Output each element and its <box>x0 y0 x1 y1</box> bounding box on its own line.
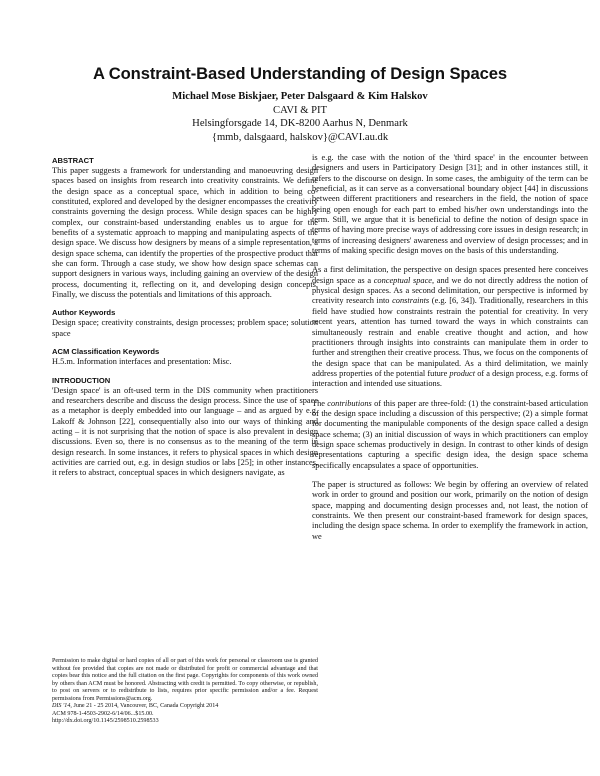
doi-link[interactable]: http://dx.doi.org/10.1145/2598510.2598533 <box>52 718 159 724</box>
emphasis-conceptual-space: conceptual space <box>373 275 432 285</box>
email: {mmb, dalsgaard, halskov}@CAVI.au.dk <box>211 131 389 143</box>
keywords-text: Design space; creativity constraints, design processes; problem space; solution space <box>52 318 318 338</box>
paragraph-contributions: The contributions of this paper are three-fold: (1) the constraint-based articulation of the design space including a discussion of this perspective; (2) a simple format for documenting the manipulable components of the design space called a design space schema; (3) an initial discussion of ways in which practitioners can employ design space schemas productively in design. In contrast to other kinds of design representations capturing a specific design idea, the design space schema specifically encapsulates a space of opportunities. <box>312 398 588 470</box>
isbn-line: ACM 978-1-4503-2902-6/14/06...$15.00. <box>52 710 154 717</box>
emphasis-contributions: contributions <box>327 398 372 408</box>
introduction-text: 'Design space' is an oft-used term in the DIS community when practitioners and researchers describe and discuss the design process. Since the use of space as a metaphor is deeply embedded into our language – and as argued by e.g. Lakoff & Johnson [22], consequentially also into our ways of thinking and acting – it is not surprising that the notion of space is also prevalent in design discussions. Even so, there is no consensus as to the meaning of the term in design research. In some instances, it refers to physical spaces in which design activities are carried out, e.g. in design studios or labs [25]; in other instances, it refers to abstract, conceptual spaces in which designers navigate, as <box>52 385 318 478</box>
affiliation: CAVI & PIT <box>273 104 327 116</box>
acm-text: H.5.m. Information interfaces and presentation: Misc. <box>52 357 232 367</box>
author-names: Michael Mose Biskjaer, Peter Dalsgaard & Kim Halskov <box>172 91 428 102</box>
acm-heading: ACM Classification Keywords <box>52 347 160 357</box>
emphasis-product: product <box>449 368 476 378</box>
address: Helsingforsgade 14, DK-8200 Aarhus N, Denmark <box>192 118 408 130</box>
author-block <box>0 90 600 144</box>
venue-name: DIS '14 <box>52 703 71 709</box>
venue-details: , June 21 - 25 2014, Vancouver, BC, Canada Copyright 2014 <box>70 703 219 709</box>
paper-title: A Constraint-Based Understanding of Design Spaces <box>92 64 507 83</box>
left-column <box>52 156 318 479</box>
paragraph-design-space-notions: is e.g. the case with the notion of the 'third space' in the encounter between designers and users in Participatory Design [31]; and in other instances still, it refers to the discourse on design. In some cases, the ambiguity of the term can be beneficial, as it can serve as a conversational boundary object [44] in discussions between different practitioners and researchers in the field, the notion of space being open enough for each part to embed his/her own understandings into the term. Still, we argue that it is beneficial to define the notion of design space in terms of having more precise ways of addressing core issues in design research; in terms of increasing designers' awareness and overview of design processes; and in terms of making specific design moves on the basis of this understanding. <box>312 153 588 256</box>
permission-notice: Permission to make digital or hard copies of all or part of this work for personal or classroom use is granted without fee provided that copies are not made or distributed for profit or commercial advantage and that copies bear this notice and the full citation on the first page. Copyrights for components of this work owned by others than ACM must be honored. Abstracting with credit is permitted. To copy otherwise, or republish, to post on servers or to redistribute to lists, requires prior specific permission and/or a fee. Request permissions from Permissions@acm.org. <box>52 658 318 702</box>
copyright-footnote <box>52 658 318 726</box>
right-column <box>312 153 588 551</box>
keywords-heading: Author Keywords <box>52 308 116 318</box>
paragraph-delimitations: As a first delimitation, the perspective on design spaces presented here conceives design space as a conceptual space, and we do not directly address the notion of physical design spaces. As a second delimitation, our perspective is informed by creativity research into constraints (e.g. [6, 34]). Traditionally, researchers in this field have studied how constraints restrain the potential for creativity. In very recent years, attention has turned toward the ways in which constraints can simultaneously restrain and enable creative thought and action, and how practitioners through insights into constraints can manipulate them in order to further and strengthen their creative process. Thus, we focus on the components of the design space that can be manipulated. As a third delimitation, we mainly address properties of the potential future product of a design process, e.g. forms of interaction and intended use situations. <box>312 265 588 389</box>
abstract-heading: ABSTRACT <box>52 156 94 165</box>
introduction-heading: INTRODUCTION <box>52 375 111 385</box>
paragraph-structure: The paper is structured as follows: We begin by offering an overview of related work in order to ground and position our work, primarily on the notion of design space, mapping and documenting design processes and, not least, the notion of constraints. We then present our constraint-based framework for design spaces, including the design space schema. In order to exemplify the framework in action, we <box>312 479 588 541</box>
emphasis-constraints: constraints <box>392 296 430 306</box>
venue-line <box>52 703 318 711</box>
abstract-text: This paper suggests a framework for understanding and manoeuvring design spaces based on insights from research into creativity constraints. We define the design space as a conceptual space, which in addition to being co-constituted, explored and developed by the designer encompasses the creativity constraints governing the design process. While design spaces can be highly complex, our constraint-based understanding enables us to argue for the benefits of a systematic approach to mapping and manipulating aspects of the design space. We discuss how designers by means of a simple representation, a design space schema, can identify the properties of the prospective product that she can form. Through a case study, we show how design space schemas can support designers in various ways, including gaining an overview of the design process, documenting it, reflecting on it, and developing design concepts. Finally, we discuss the potentials and limitations of this approach. <box>52 166 318 300</box>
